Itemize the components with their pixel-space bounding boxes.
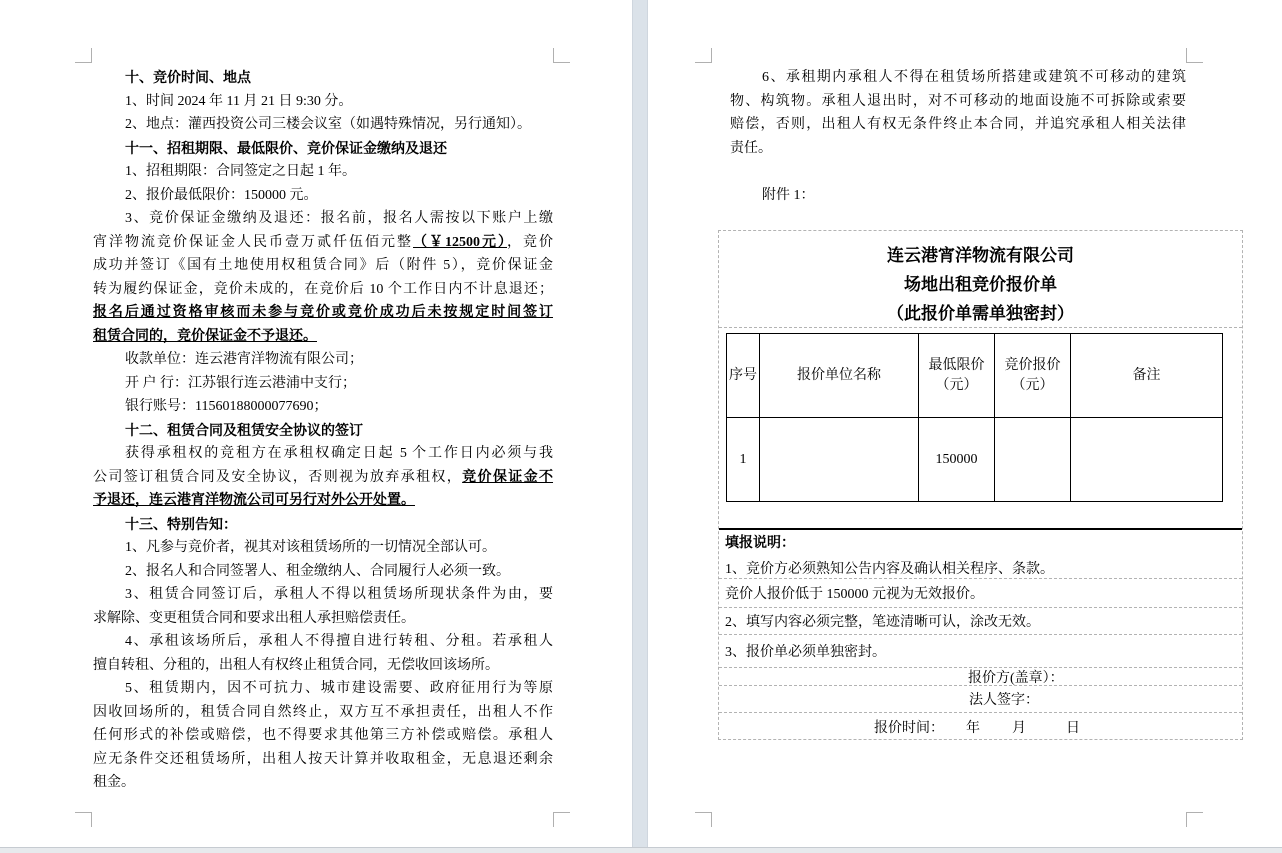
notes-item-1: 1、竞价方必须熟知公告内容及确认相关程序、条款。	[725, 562, 1054, 577]
text-line: 应无条件交还租赁场所，出租人按天计算并收取租金，无息退还剩余	[93, 751, 553, 767]
text-run: 宵洋物流竞价保证金人民币壹万贰仟伍佰元整	[93, 234, 413, 250]
form-title-sealnote: （此报价单需单独密封）	[887, 304, 1074, 323]
cell-min-price: 150000	[919, 418, 995, 502]
crop-mark-right-bottom-left	[695, 812, 712, 827]
text-line	[730, 160, 1186, 184]
text-line: 6、承租期内承租人不得在租赁场所搭建或建筑不可移动的建筑	[762, 70, 1186, 85]
notes-row-heading	[719, 530, 1242, 579]
month-label: 月	[1012, 721, 1026, 736]
attachment-form	[718, 230, 1243, 740]
text-line: 十、竞价时间、地点	[125, 69, 251, 85]
text-line: 物、构筑物。承租人退出时，对不可移动的地面设施不可拆除或索要	[730, 93, 1186, 109]
quote-table-header-row	[727, 334, 1223, 418]
text-line: 予退还，连云港宵洋物流公司可另行对外公开处置。	[93, 493, 415, 508]
cell-bid-price[interactable]	[995, 418, 1071, 502]
text-line: 2、报名人和合同签署人、租金缴纳人、合同履行人必须一致。	[125, 563, 510, 579]
text-line: 十二、租赁合同及租赁安全协议的签订	[125, 421, 363, 438]
text-line: 附件 1：	[762, 187, 815, 203]
text-line: 成功并签订《国有土地使用权租赁合同》后（附件 5），竞价保证金	[93, 258, 553, 273]
cell-remarks[interactable]	[1071, 418, 1223, 502]
bottom-scrollbar[interactable]	[0, 847, 1282, 853]
text-line: 擅自转租、分租的，出租人有权终止租赁合同，无偿收回该场所。	[93, 657, 499, 673]
quote-time-label: 报价时间：	[874, 721, 944, 736]
form-title-company: 连云港宵洋物流有限公司	[887, 246, 1074, 265]
quote-table-data-row	[727, 418, 1223, 502]
crop-mark-left-bottom-right	[553, 812, 570, 827]
text-line: 租金。	[93, 775, 135, 790]
text-line: 3、竞价保证金缴纳及退还：报名前，报名人需按以下账户上缴	[125, 211, 553, 226]
page-left-text[interactable]	[93, 66, 553, 795]
text-line: 1、凡参与竞价者，视其对该租赁场所的一切情况全部认可。	[125, 540, 496, 555]
text-line: 报名后通过资格审核而未参与竞价或竞价成功后未按规定时间签订	[93, 305, 553, 320]
col-header-seq: 序号	[727, 334, 760, 418]
year-label: 年	[966, 721, 980, 736]
text-line: 开 户 行：江苏银行连云港浦中支行；	[125, 375, 356, 391]
text-line: 十一、招租期限、最低限价、竞价保证金缴纳及退还	[125, 139, 447, 156]
text-line: 1、时间 2024 年 11 月 21 日 9:30 分。	[125, 93, 353, 109]
notes-row-legal-sign	[719, 686, 1242, 713]
col-header-bid-price: 竞价报价 （元）	[995, 334, 1071, 418]
text-line: 4、承租该场所后，承租人不得擅自进行转租、分租。若承租人	[125, 634, 553, 649]
col-header-remarks: 备注	[1071, 334, 1223, 418]
crop-mark-right-top-right	[1186, 48, 1203, 63]
form-title	[719, 231, 1242, 328]
cell-bidder[interactable]	[760, 418, 919, 502]
form-notes	[719, 528, 1242, 739]
crop-mark-right-top-left	[695, 48, 712, 63]
text-run: ，竞价	[507, 234, 553, 250]
crop-mark-right-bottom-right	[1186, 812, 1203, 827]
col-header-min-price: 最低限价 （元）	[919, 334, 995, 418]
text-line: 因收回场所的，租赁合同自然终止，双方互不承担责任，出租人不作	[93, 704, 553, 720]
text-line: 获得承租权的竞租方在承租权确定日起 5 个工作日内必须与我	[125, 446, 553, 461]
cell-seq: 1	[727, 418, 760, 502]
legal-sign-label: 法人签字：	[969, 693, 1039, 708]
text-line	[93, 466, 553, 490]
col-header-bidder: 报价单位名称	[760, 334, 919, 418]
stamp-label: 报价方(盖章）：	[968, 670, 1064, 686]
text-run-bold-underline: （￥12500元）	[413, 234, 507, 250]
text-line: 租赁合同的，竞价保证金不予退还。	[93, 328, 317, 344]
text-line: 1、招租期限：合同签定之日起 1 年。	[125, 164, 356, 179]
text-line: 5、租赁期内，因不可抗力、城市建设需要、政府征用行为等原	[125, 681, 553, 696]
notes-row-quote-time	[719, 713, 1242, 741]
text-line: 求解除、变更租赁合同和要求出租人承担赔偿责任。	[93, 610, 415, 626]
notes-row-invalid-bid: 竞价人报价低于 150000 元视为无效报价。	[719, 579, 1242, 608]
crop-mark-left-bottom-left	[75, 812, 92, 827]
crop-mark-left-top-left	[75, 48, 92, 63]
notes-heading: 填报说明：	[725, 536, 795, 551]
page-right-text[interactable]	[730, 66, 1186, 207]
notes-row-item-2: 2、填写内容必须完整，笔迹清晰可认，涂改无效。	[719, 608, 1242, 635]
text-line: 责任。	[730, 140, 772, 156]
text-line: 转为履约保证金，竞价未成的，在竞价后 10 个工作日内不计息退还；	[93, 281, 553, 297]
text-line: 银行账号：11560188000077690；	[125, 399, 328, 414]
text-line	[93, 231, 553, 255]
notes-row-stamp	[719, 668, 1242, 686]
text-line: 任何形式的补偿或赔偿，也不得要求其他第三方补偿或赔偿。承租人	[93, 728, 553, 743]
crop-mark-left-top-right	[553, 48, 570, 63]
text-line: 十三、特别告知：	[125, 515, 237, 532]
text-run-bold-underline: 竞价保证金不	[462, 469, 554, 485]
text-run: 公司签订租赁合同及安全协议，否则视为放弃承租权，	[93, 469, 463, 485]
text-line: 收款单位：连云港宵洋物流有限公司；	[125, 352, 363, 367]
text-line: 3、租赁合同签订后，承租人不得以租赁场所现状条件为由，要	[125, 587, 553, 602]
text-line: 赔偿，否则，出租人有权无条件终止本合同，并追究承租人相关法律	[730, 117, 1186, 132]
quote-table	[726, 333, 1223, 502]
notes-row-item-3: 3、报价单必须单独密封。	[719, 635, 1242, 668]
text-line: 2、报价最低限价：150000 元。	[125, 187, 318, 203]
text-line: 2、地点：灌西投资公司三楼会议室（如遇特殊情况，另行通知）。	[125, 117, 531, 132]
day-label: 日	[1066, 721, 1080, 736]
page-gap	[632, 0, 648, 847]
form-title-subject: 场地出租竞价报价单	[904, 275, 1057, 294]
